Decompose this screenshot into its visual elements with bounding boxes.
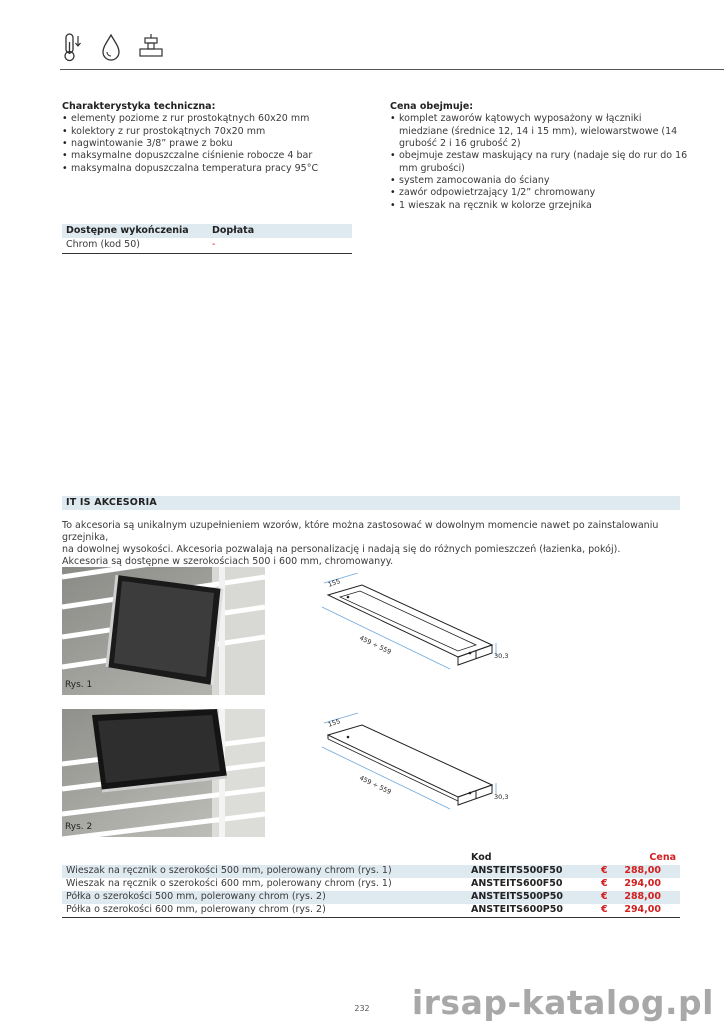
section-intro bbox=[62, 520, 682, 568]
currency-symbol: € bbox=[601, 891, 608, 903]
thermometer-icon bbox=[62, 32, 84, 62]
table-row bbox=[62, 865, 680, 878]
product-code: ANSTEITS500F50 bbox=[467, 865, 597, 878]
product-code: ANSTEITS500P50 bbox=[467, 891, 597, 904]
towel-bar-drawing bbox=[300, 573, 530, 693]
table-row bbox=[62, 891, 680, 904]
intro-line: Akcesoria są dostępne w szerokościach 500 i 600 mm, chromowanyy. bbox=[62, 555, 394, 567]
products-header-price: Cena bbox=[649, 852, 676, 864]
dimension-height: 30,3 bbox=[494, 652, 509, 660]
product-description: Półka o szerokości 500 mm, polerowany chrom (rys. 2) bbox=[62, 891, 467, 904]
section-title: IT IS AKCESORIA bbox=[62, 496, 680, 510]
product-description: Półka o szerokości 600 mm, polerowany chrom (rys. 2) bbox=[62, 904, 467, 917]
includes-item: • system zamocowania do ściany bbox=[390, 175, 690, 187]
header-divider bbox=[60, 69, 724, 70]
figure-caption: Rys. 1 bbox=[65, 680, 93, 691]
price-amount: 288,00 bbox=[624, 891, 661, 903]
products-table bbox=[62, 852, 680, 918]
spec-item: • maksymalne dopuszczalne ciśnienie robocze 4 bar bbox=[62, 150, 362, 162]
product-code: ANSTEITS600F50 bbox=[471, 878, 563, 890]
brand-watermark: irsap-katalog.pl bbox=[411, 983, 714, 1022]
valve-icon bbox=[138, 32, 164, 62]
table-row bbox=[62, 878, 680, 891]
intro-line: To akcesoria są unikalnym uzupełnieniem wzorów, które można zastosować w dowolnym momencie nawet po zainstalowaniu grzejnika, bbox=[62, 520, 659, 543]
spec-item: • kolektory z rur prostokątnych 70x20 mm bbox=[62, 126, 362, 138]
price-includes bbox=[390, 101, 690, 212]
product-price bbox=[597, 891, 680, 904]
dimension-width: 459 ÷ 559 bbox=[358, 773, 393, 797]
product-description: Wieszak na ręcznik o szerokości 600 mm, polerowany chrom (rys. 1) bbox=[66, 878, 392, 890]
water-drop-icon bbox=[100, 32, 122, 62]
spec-item: • elementy poziome z rur prostokątnych 60x20 mm bbox=[62, 113, 362, 125]
spec-title: Charakterystyka techniczna: bbox=[62, 101, 216, 112]
includes-item: • obejmuje zestaw maskujący na rury (nadaje się do rur do 16 mm grubości) bbox=[390, 150, 690, 175]
finishes-table bbox=[62, 224, 352, 254]
price-amount: 294,00 bbox=[624, 878, 661, 890]
products-header-description bbox=[62, 852, 467, 865]
includes-item: • komplet zaworów kątowych wyposażony w łączniki miedziane (średnice 12, 14 i 15 mm), wielowarstwowe (14 grubość 2 i 16 grubość 2) bbox=[390, 113, 690, 150]
includes-item: • zawór odpowietrzający 1/2” chromowany bbox=[390, 187, 690, 199]
shelf-photo bbox=[62, 709, 265, 837]
technical-spec bbox=[62, 101, 362, 175]
product-description: Wieszak na ręcznik o szerokości 500 mm, polerowany chrom (rys. 1) bbox=[62, 865, 467, 878]
towel-bar-photo bbox=[62, 567, 265, 695]
spec-item: • maksymalna dopuszczalna temperatura pracy 95°C bbox=[62, 163, 362, 175]
spec-item: • nagwintowanie 3/8” prawe z boku bbox=[62, 138, 362, 150]
dimension-depth: 155 bbox=[327, 577, 342, 589]
currency-symbol: € bbox=[601, 878, 608, 890]
finishes-header-surcharge: Dopłata bbox=[208, 224, 352, 238]
dimension-width: 459 ÷ 559 bbox=[358, 633, 393, 657]
page-number: 232 bbox=[354, 1004, 370, 1013]
currency-symbol: € bbox=[601, 904, 608, 916]
product-price bbox=[597, 904, 680, 917]
products-header-code: Kod bbox=[471, 852, 492, 864]
includes-title: Cena obejmuje: bbox=[390, 101, 474, 112]
table-row bbox=[62, 904, 680, 917]
includes-item: • 1 wieszak na ręcznik w kolorze grzejnika bbox=[390, 200, 690, 212]
dimension-height: 30,3 bbox=[494, 793, 509, 801]
price-amount: 294,00 bbox=[624, 904, 661, 916]
shelf-drawing bbox=[300, 711, 530, 831]
finish-surcharge: - bbox=[208, 238, 352, 253]
currency-symbol: € bbox=[601, 865, 608, 877]
table-row bbox=[62, 238, 352, 253]
product-code: ANSTEITS600P50 bbox=[467, 904, 597, 917]
finish-name: Chrom (kod 50) bbox=[62, 238, 208, 253]
product-price bbox=[597, 878, 680, 891]
header-icons bbox=[62, 30, 164, 64]
figure-caption: Rys. 2 bbox=[65, 822, 93, 833]
dimension-depth: 155 bbox=[327, 717, 342, 729]
price-amount: 288,00 bbox=[624, 865, 661, 877]
product-price bbox=[597, 865, 680, 878]
intro-line: na dowolnej wysokości. Akcesoria pozwalają na personalizację i nadają się do różnych pomieszczeń (łazienka, pokój). bbox=[62, 543, 621, 555]
finishes-header-name: Dostępne wykończenia bbox=[62, 224, 208, 238]
